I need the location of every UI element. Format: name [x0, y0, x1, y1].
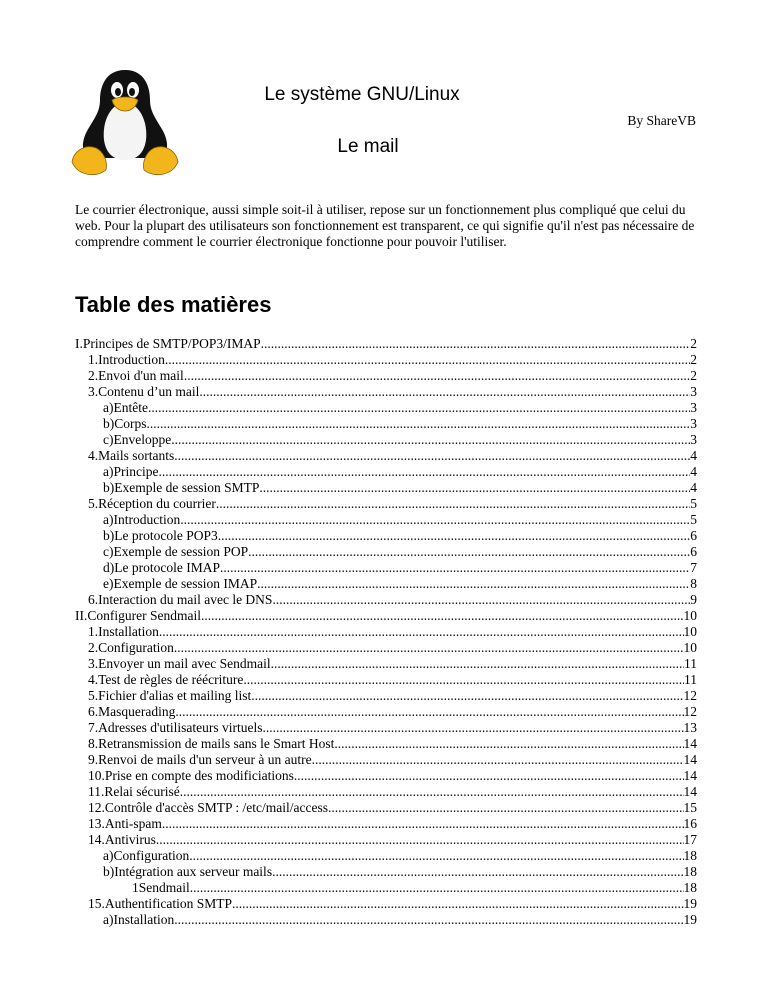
- toc-entry-label: 15.Authentification SMTP: [88, 896, 232, 911]
- toc-entry[interactable]: [75, 768, 697, 784]
- toc-entry-page: 19: [683, 896, 697, 911]
- toc-entry[interactable]: [75, 480, 697, 496]
- toc-entry[interactable]: [75, 464, 697, 480]
- toc-entry-page: 3: [690, 400, 697, 415]
- toc-dot-leader: [218, 528, 691, 544]
- toc-entry-label: 7.Adresses d'utilisateurs virtuels: [88, 720, 263, 735]
- toc-entry-page: 14: [683, 784, 697, 799]
- toc-dot-leader: [180, 784, 684, 800]
- toc-dot-leader: [201, 608, 684, 624]
- toc-entry-label: 10.Prise en compte des modificiations: [88, 768, 294, 783]
- toc-entry-page: 13: [683, 720, 697, 735]
- toc-entry-label: 3.Contenu d’un mail: [88, 384, 200, 399]
- toc-entry[interactable]: [75, 832, 697, 848]
- toc-entry[interactable]: [75, 368, 697, 384]
- toc-entry[interactable]: [75, 512, 697, 528]
- toc-dot-leader: [272, 864, 683, 880]
- toc-entry-page: 3: [690, 416, 697, 431]
- toc-entry-page: 15: [683, 800, 697, 815]
- toc-entry[interactable]: [75, 784, 697, 800]
- toc-entry[interactable]: [75, 528, 697, 544]
- toc-entry-page: 14: [683, 752, 697, 767]
- toc-heading: Table des matières: [75, 292, 272, 317]
- toc-dot-leader: [159, 624, 684, 640]
- toc-entry-page: 16: [683, 816, 697, 831]
- toc-entry-label: 4.Mails sortants: [88, 448, 175, 463]
- toc-dot-leader: [171, 432, 690, 448]
- toc-entry-label: 1.Installation: [88, 624, 159, 639]
- toc-entry[interactable]: [75, 496, 697, 512]
- toc-entry[interactable]: [75, 848, 697, 864]
- toc-dot-leader: [271, 656, 684, 672]
- toc-entry-label: a)Entête: [103, 400, 148, 415]
- toc-entry-page: 2: [690, 368, 697, 383]
- document-title: Le système GNU/Linux: [264, 84, 460, 105]
- toc-entry-page: 2: [690, 336, 697, 351]
- toc-dot-leader: [158, 464, 690, 480]
- toc-entry[interactable]: [75, 688, 697, 704]
- toc-entry-label: b)Le protocole POP3: [103, 528, 218, 543]
- toc-entry-label: 5.Réception du courrier: [88, 496, 216, 511]
- toc-entry-page: 12: [683, 688, 697, 703]
- toc-entry-label: b)Corps: [103, 416, 147, 431]
- toc-dot-leader: [165, 352, 690, 368]
- toc-entry[interactable]: [75, 624, 697, 640]
- toc-entry-page: 14: [683, 768, 697, 783]
- toc-entry-page: 7: [690, 560, 697, 575]
- toc-dot-leader: [251, 688, 683, 704]
- toc-entry[interactable]: [75, 912, 697, 928]
- toc-entry[interactable]: [75, 416, 697, 432]
- toc-dot-leader: [190, 880, 684, 896]
- toc-dot-leader: [174, 912, 683, 928]
- toc-entry-page: 19: [683, 912, 697, 927]
- toc-entry-page: 18: [683, 848, 697, 863]
- toc-entry-label: c)Exemple de session POP: [103, 544, 249, 559]
- toc-entry-page: 4: [690, 448, 697, 463]
- toc-entry-label: 5.Fichier d'alias et mailing list: [88, 688, 252, 703]
- toc-entry-label: I.Principes de SMTP/POP3/IMAP: [75, 336, 261, 351]
- toc-entry-label: 8.Retransmission de mails sans le Smart Host: [88, 736, 335, 751]
- toc-entry-label: 1.Introduction: [88, 352, 165, 367]
- toc-entry[interactable]: [75, 544, 697, 560]
- toc-entry[interactable]: [75, 448, 697, 464]
- toc-entry-label: 4.Test de règles de réécriture: [88, 672, 244, 687]
- toc-dot-leader: [174, 640, 684, 656]
- toc-dot-leader: [199, 384, 690, 400]
- toc-entry-label: 6.Interaction du mail avec le DNS: [88, 592, 273, 607]
- toc-entry-label: 2.Envoi d'un mail: [88, 368, 184, 383]
- toc-entry[interactable]: [75, 656, 697, 672]
- toc-entry[interactable]: [75, 384, 697, 400]
- toc-entry[interactable]: [75, 864, 697, 880]
- toc-entry[interactable]: [75, 720, 697, 736]
- toc-entry-label: e)Exemple de session IMAP: [103, 576, 258, 591]
- toc-entry-label: 9.Renvoi de mails d'un serveur à un autre: [88, 752, 312, 767]
- toc-dot-leader: [334, 736, 683, 752]
- author-line: By ShareVB: [627, 113, 696, 128]
- toc-entry[interactable]: [75, 896, 697, 912]
- toc-entry-page: 11: [684, 656, 697, 671]
- toc-entry-label: a)Configuration: [103, 848, 190, 863]
- toc-dot-leader: [248, 544, 690, 560]
- toc-entry-label: 6.Masquerading: [88, 704, 176, 719]
- toc-entry-label: 11.Relai sécurisé: [88, 784, 180, 799]
- toc-entry-label: 12.Contrôle d'accès SMTP : /etc/mail/access: [88, 800, 328, 815]
- toc-entry-label: 1Sendmail: [132, 880, 190, 895]
- toc-entry-page: 18: [683, 880, 697, 895]
- toc-entry-label: b)Exemple de session SMTP: [103, 480, 260, 495]
- toc-entry-page: 12: [683, 704, 697, 719]
- toc-entry-page: 4: [690, 480, 697, 495]
- intro-paragraph: Le courrier électronique, aussi simple soit-il à utiliser, repose sur un fonctionnement plus compliqué que celui du web. Pour la plupart des utilisateurs son fonctionnement est transparent, ce qui signifie qu'il n'est pas nécessaire de comprendre comment le courrier électronique fonctionne pour pouvoir l'utiliser.: [75, 202, 695, 249]
- toc-entry-page: 5: [690, 496, 697, 511]
- document-subtitle: Le mail: [337, 136, 399, 157]
- toc-dot-leader: [328, 800, 684, 816]
- toc-entry-label: 2.Configuration: [88, 640, 174, 655]
- toc-entry-page: 10: [683, 608, 697, 623]
- toc-dot-leader: [216, 496, 690, 512]
- toc-entry-page: 11: [684, 672, 697, 687]
- toc-entry-page: 10: [683, 624, 697, 639]
- toc-dot-leader: [147, 416, 691, 432]
- toc-entry-page: 2: [690, 352, 697, 367]
- toc-entry[interactable]: [75, 608, 697, 624]
- toc-dot-leader: [263, 720, 684, 736]
- toc-dot-leader: [184, 368, 690, 384]
- toc-entry-page: 5: [690, 512, 697, 527]
- toc-entry-page: 8: [690, 576, 697, 591]
- toc-dot-leader: [243, 672, 684, 688]
- toc-dot-leader: [259, 480, 690, 496]
- toc-entry[interactable]: [75, 672, 697, 688]
- toc-entry-page: 10: [683, 640, 697, 655]
- toc-entry-label: c)Enveloppe: [103, 432, 172, 447]
- toc-entry-label: 13.Anti-spam: [88, 816, 162, 831]
- toc-dot-leader: [257, 576, 690, 592]
- toc-entry-page: 6: [690, 528, 697, 543]
- toc-entry-label: b)Intégration aux serveur mails: [103, 864, 273, 879]
- toc-entry[interactable]: [75, 736, 697, 752]
- toc-entry-label: a)Principe: [103, 464, 159, 479]
- table-of-contents: [75, 336, 697, 928]
- toc-entry[interactable]: [75, 800, 697, 816]
- toc-entry[interactable]: [75, 704, 697, 720]
- toc-entry[interactable]: [75, 336, 697, 352]
- toc-dot-leader: [220, 560, 690, 576]
- toc-dot-leader: [180, 512, 690, 528]
- toc-entry-page: 3: [690, 432, 697, 447]
- toc-entry-page: 3: [690, 384, 697, 399]
- toc-dot-leader: [232, 896, 684, 912]
- toc-entry[interactable]: [75, 400, 697, 416]
- toc-entry-page: 4: [690, 464, 697, 479]
- toc-dot-leader: [175, 704, 683, 720]
- toc-dot-leader: [148, 400, 690, 416]
- toc-entry-label: a)Introduction: [103, 512, 181, 527]
- toc-dot-leader: [312, 752, 684, 768]
- toc-dot-leader: [162, 816, 684, 832]
- toc-entry[interactable]: [75, 640, 697, 656]
- toc-dot-leader: [294, 768, 684, 784]
- toc-entry-page: 14: [683, 736, 697, 751]
- toc-entry[interactable]: [75, 752, 697, 768]
- toc-dot-leader: [156, 832, 684, 848]
- toc-entry-page: 18: [683, 864, 697, 879]
- toc-entry-label: 3.Envoyer un mail avec Sendmail: [88, 656, 271, 671]
- toc-entry-page: 17: [683, 832, 697, 847]
- toc-entry-label: II.Configurer Sendmail: [75, 608, 201, 623]
- toc-entry-page: 6: [690, 544, 697, 559]
- toc-entry-label: 14.Antivirus: [88, 832, 156, 847]
- toc-entry[interactable]: [75, 592, 697, 608]
- toc-dot-leader: [261, 336, 691, 352]
- toc-entry[interactable]: [75, 560, 697, 576]
- toc-dot-leader: [189, 848, 683, 864]
- toc-entry-label: a)Installation: [103, 912, 175, 927]
- tux-logo-icon: [66, 66, 184, 178]
- toc-entry[interactable]: [75, 576, 697, 592]
- toc-entry-page: 9: [690, 592, 697, 607]
- toc-entry[interactable]: [75, 352, 697, 368]
- toc-entry-label: d)Le protocole IMAP: [103, 560, 220, 575]
- toc-entry[interactable]: [75, 816, 697, 832]
- toc-entry[interactable]: [75, 432, 697, 448]
- toc-dot-leader: [272, 592, 690, 608]
- toc-dot-leader: [174, 448, 690, 464]
- toc-entry[interactable]: [75, 880, 697, 896]
